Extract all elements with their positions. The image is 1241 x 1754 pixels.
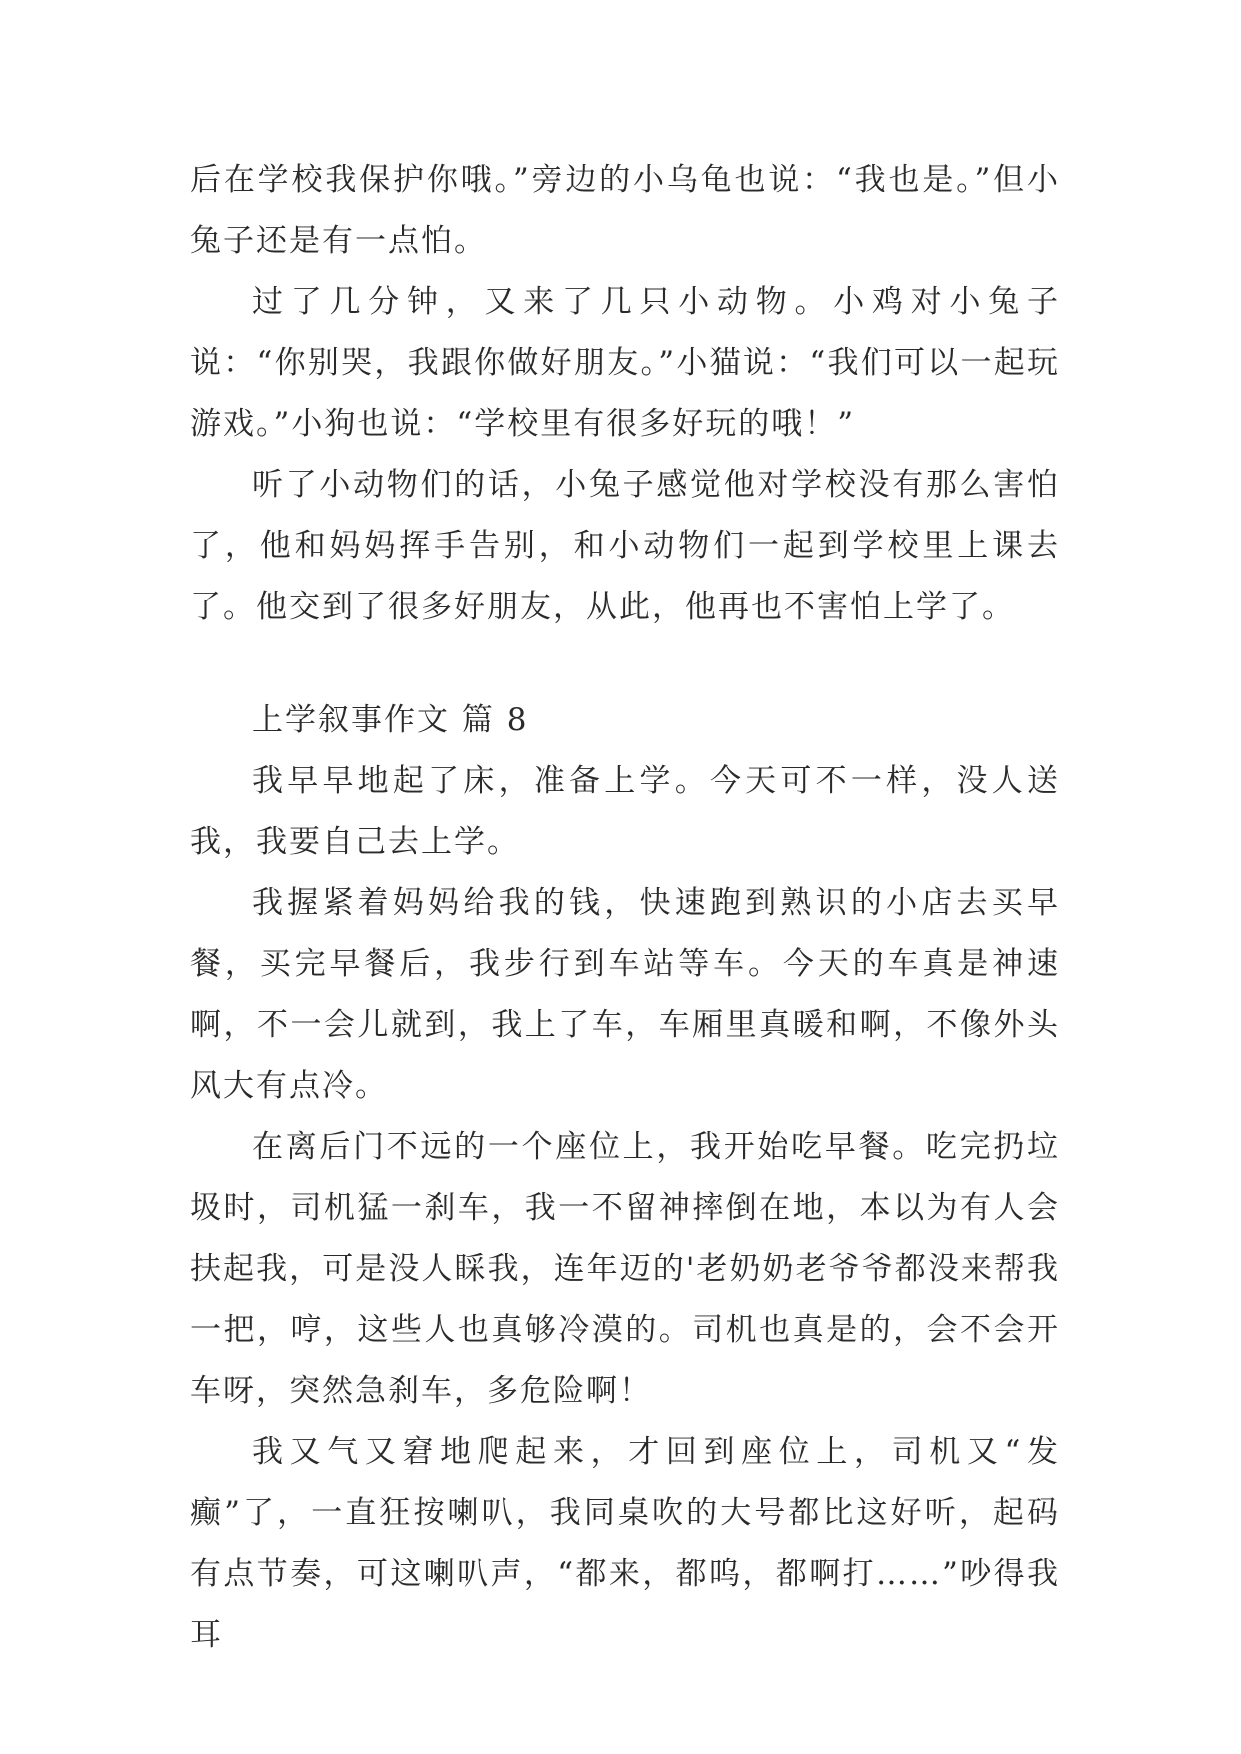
paragraph: 在离后门不远的一个座位上，我开始吃早餐。吃完扔垃圾时，司机猛一刹车，我一不留神摔倒在地，本以为有人会扶起我，可是没人睬我，连年迈的'老奶奶老爷爷都没来帮我一把，哼，这些人也真够冷漠的。司机也真是的，会不会开车呀，突然急刹车，多危险啊！ [190,1129,1060,1409]
paragraph: 我又气又窘地爬起来，才回到座位上，司机又“发癫”了，一直狂按喇叭，我同桌吹的大号都比这好听，起码有点节奏，可这喇叭声，“都来，都呜，都啊打……”吵得我耳 [190,1434,1060,1653]
paragraph: 后在学校我保护你哦。”旁边的小乌龟也说：“我也是。”但小兔子还是有一点怕。 [190,162,1060,259]
section-heading: 上学叙事作文 篇 8 [252,702,529,738]
paragraph: 过了几分钟，又来了几只小动物。小鸡对小兔子说：“你别哭，我跟你做好朋友。”小猫说：“我们可以一起玩游戏。”小狗也说：“学校里有很多好玩的哦！” [190,284,1060,442]
paragraph: 我早早地起了床，准备上学。今天可不一样，没人送我，我要自己去上学。 [190,763,1060,860]
paragraph: 听了小动物们的话，小兔子感觉他对学校没有那么害怕了，他和妈妈挥手告别，和小动物们一起到学校里上课去了。他交到了很多好朋友，从此，他再也不害怕上学了。 [190,467,1060,625]
paragraph: 我握紧着妈妈给我的钱，快速跑到熟识的小店去买早餐，买完早餐后，我步行到车站等车。今天的车真是神速啊，不一会儿就到，我上了车，车厢里真暖和啊，不像外头风大有点冷。 [190,885,1060,1104]
text-column [190,150,1060,1666]
section-gap [190,638,1060,690]
